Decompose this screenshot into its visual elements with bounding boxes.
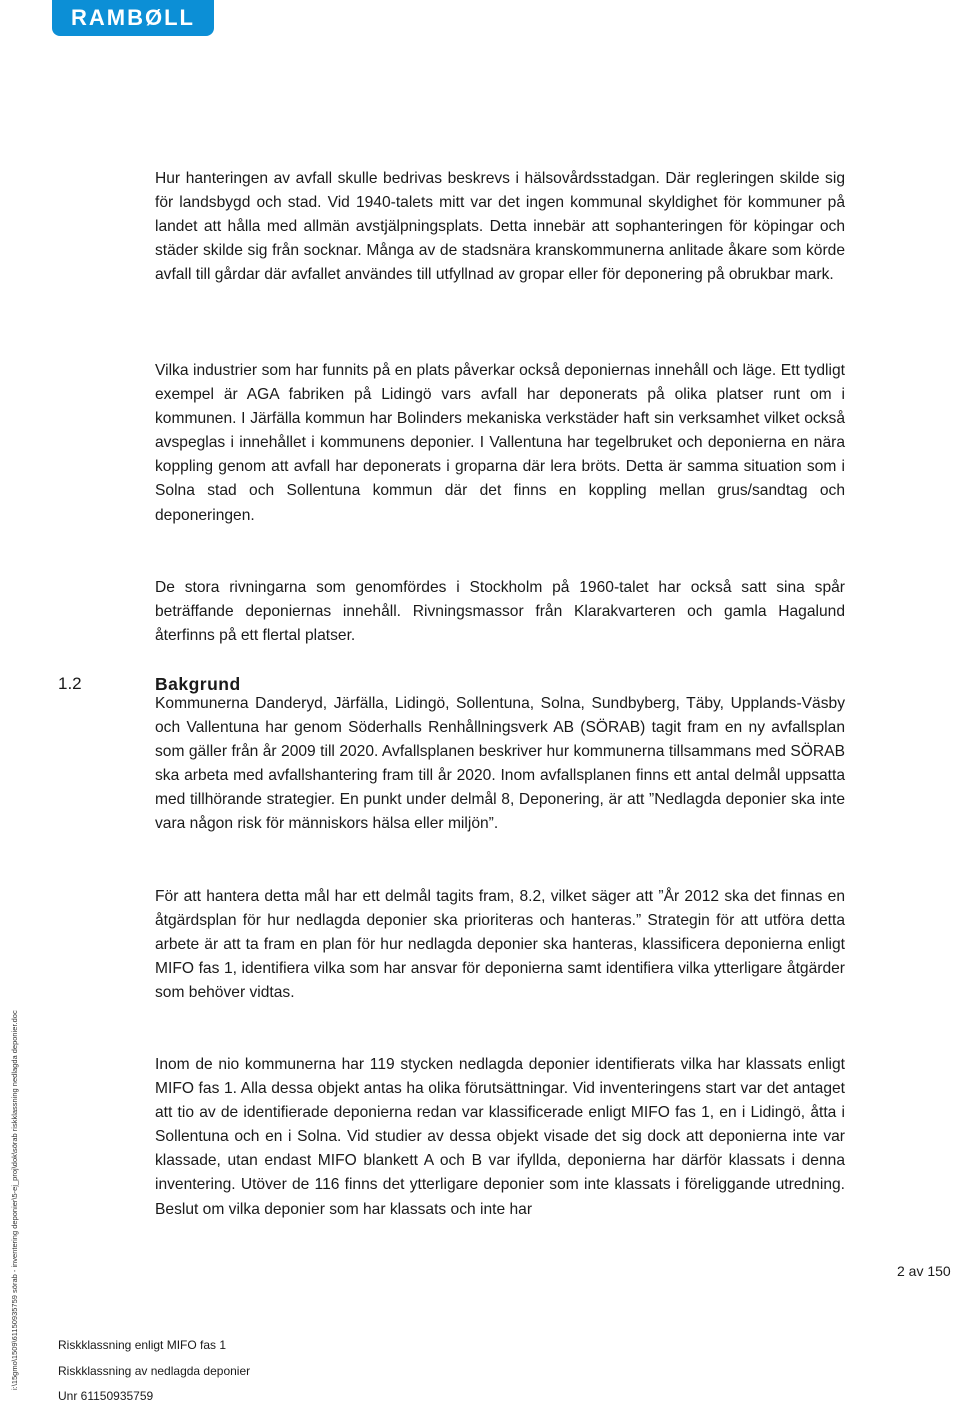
section-title: Bakgrund [155, 674, 241, 694]
footer-unr: Unr 61150935759 [58, 1389, 154, 1403]
logo-text: RAMBØLL [71, 5, 195, 30]
paragraph-demolitions: De stora rivningarna som genomfördes i Stockholm på 1960-talet har också satt sina spår beträffande deponiernas innehåll. Rivningsmassor från Klarakvarteren och gamla Hagalund återfinns på ett flertal platser. [155, 579, 845, 645]
paragraph-background: Kommunerna Danderyd, Järfälla, Lidingö, Sollentuna, Solna, Sundbyberg, Täby, Upplands-Väsby och Vallentuna har genom Söderhalls Renhållningsverk AB (SÖRAB) tagit fram en ny avfallsplan som gäller från år 2009 till 2020. Avfallsplanen beskriver hur kommunerna tillsammans med SÖRAB ska arbeta med avfallshantering fram till år 2020. Inom avfallsplanen finns ett antal delmål uppsatta med tillhörande strategier. En punkt under delmål 8, Deponering, är att ”Nedlagda deponier ska inte vara någon risk för människors hälsa eller miljön”. [155, 695, 845, 833]
footer-report-subtitle: Riskklassning av nedlagda deponier [58, 1364, 251, 1378]
section-number: 1.2 [58, 674, 82, 693]
paragraph-waste-history: Hur hanteringen av avfall skulle bedrivas beskrevs i hälsovårdsstadgan. Där regleringen skilde sig för landsbygd och stad. Vid 1940-talets mitt var det ingen kommunal skyldighet för kommuner på landet att hålla med allmän avstjälpningsplats. Detta innebär att sophanteringen för köpingar och städer skilde sig från socknar. Många av de stadsnära kranskommunerna anlitade åkare som körde avfall till gårdar där avfallet användes till utfyllnad av gropar eller för deponering på obrukbar mark. [155, 170, 845, 284]
paragraph-inventory: Inom de nio kommunerna har 119 stycken nedlagda deponier identifierats vilka har klassats enligt MIFO fas 1. Alla dessa objekt antas ha olika förutsättningar. Vid inventeringens start var det antaget att tio av de identifierade deponierna redan var klassificerade enligt MIFO fas 1, en i Lidingö, åtta i Sollentuna och en i Solna. Vid studier av dessa objekt visade det sig dock att deponierna inte var klassade, utan endast MIFO blankett A och B var ifyllda, deponierna har därför klassats i denna inventering. Utöver de 116 finns det ytterligare deponier som inte klassats i föreliggande utredning. Beslut om vilka deponier som har klassats och inte har [155, 1056, 845, 1218]
paragraph-industries: Vilka industrier som har funnits på en plats påverkar också deponiernas innehåll och läge. Ett tydligt exempel är AGA fabriken på Lidingö vars avfall har deponerats på olika platser runt om i kommunen. I Järfälla kommun har Bolinders mekaniska verkstäder haft sin verksamhet vilket också avspeglas i innehållet i kommunens deponier. I Vallentuna har tegelbruket och deponierna en nära koppling genom att avfall har deponerats i groparna där lera bröts. Detta är samma situation som i Solna stad och Sollentuna kommun där det finns en koppling mellan grus/sandtag och deponeringen. [155, 362, 845, 524]
ramboll-logo [52, 0, 214, 36]
paragraph-goal: För att hantera detta mål har ett delmål tagits fram, 8.2, vilket säger att ”År 2012 ska det finnas en åtgärdsplan för hur nedlagda deponier ska prioriteras och hanteras.” Strategin för att utföra detta arbete är att ta fram en plan för hur nedlagda deponier ska hanteras, klassificera deponierna enligt MIFO fas 1, identifiera vilka som har ansvar för deponierna samt identifiera vilka ytterligare åtgärder som behöver vidtas. [155, 888, 845, 1002]
page-number: 2 av 150 [897, 1263, 951, 1279]
side-file-path: i:\15gmo\1509\61150935759 sörab - inventering deponier\5-ej_proj\dok\sörab riskklassning nedlagda deponier.doc [10, 1010, 19, 1390]
footer-report-title: Riskklassning enligt MIFO fas 1 [58, 1338, 227, 1352]
